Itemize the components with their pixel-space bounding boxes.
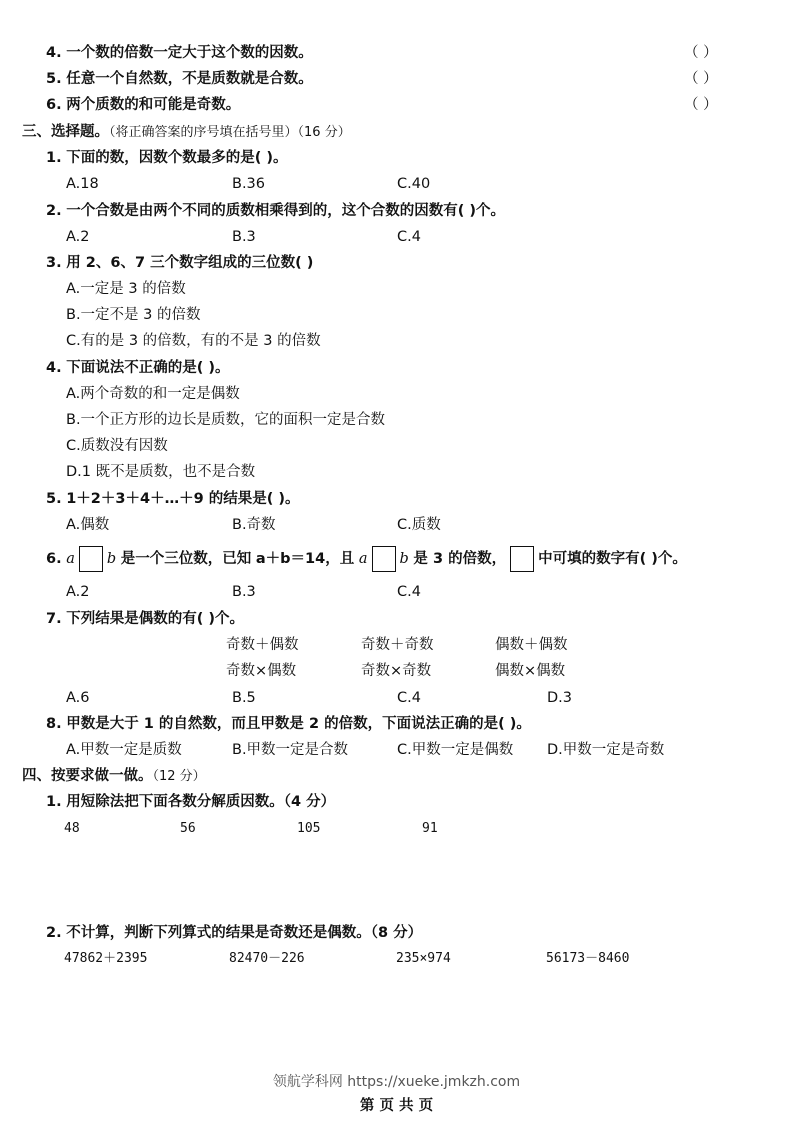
- question: [46, 359, 230, 377]
- option-a[interactable]: A.6: [66, 690, 90, 706]
- section-note: （将正确答案的序号填在括号里）: [109, 125, 298, 140]
- option-a[interactable]: A.18: [66, 176, 99, 192]
- question-text: 用 2、6、7 三个数字组成的三位数( ): [66, 255, 314, 271]
- problem-number: 1.: [46, 794, 62, 810]
- question-text-1: 是一个三位数，已知: [120, 551, 252, 567]
- section-score: （16 分）: [297, 125, 351, 140]
- number-value: 105: [297, 821, 321, 836]
- question: [46, 202, 505, 220]
- expression: 奇数×偶数: [226, 663, 297, 679]
- section-title: 四、按要求做一做。: [22, 768, 153, 784]
- page-number: 第 页 共 页: [359, 1098, 434, 1114]
- question-number: 6.: [46, 551, 62, 567]
- number-value: 91: [422, 821, 438, 836]
- expression-value: 235×974: [396, 951, 451, 966]
- question: [46, 715, 531, 733]
- footer-watermark: 领航学科网 https://xueke.jmkzh.com: [272, 1074, 521, 1090]
- question: [46, 610, 244, 628]
- question-text: 下面说法不正确的是( )。: [66, 360, 230, 376]
- answer-paren[interactable]: （ ）: [684, 71, 718, 87]
- question: [46, 490, 300, 508]
- option-c[interactable]: C.有的是 3 的倍数，有的不是 3 的倍数: [66, 333, 321, 349]
- problem-text: 用短除法把下面各数分解质因数。（4 分）: [66, 794, 336, 810]
- question-number: 2.: [46, 203, 62, 219]
- answer-paren[interactable]: （ ）: [684, 97, 718, 113]
- question-equation: a＋b＝14，且: [255, 551, 355, 567]
- judge-item: [46, 44, 313, 62]
- option-c[interactable]: C.4: [397, 690, 421, 706]
- problem-number: 2.: [46, 925, 62, 941]
- variable-b: b: [399, 551, 409, 567]
- problem: [46, 793, 335, 811]
- expression: 奇数＋偶数: [226, 637, 299, 653]
- expression-value: 47862＋2395: [64, 951, 148, 966]
- option-d[interactable]: D.甲数一定是奇数: [547, 742, 665, 758]
- option-b[interactable]: B.一个正方形的边长是质数，它的面积一定是合数: [66, 412, 386, 428]
- judge-item: [46, 96, 240, 114]
- question-text-3: 中可填的数字有( )个。: [538, 551, 687, 567]
- problem: [46, 924, 422, 942]
- section-heading: [22, 767, 206, 786]
- option-b[interactable]: B.甲数一定是合数: [232, 742, 349, 758]
- option-c[interactable]: C.质数没有因数: [66, 438, 168, 454]
- variable-a: a: [66, 551, 75, 567]
- expression-value: 56173－8460: [546, 951, 630, 966]
- item-number: 6.: [46, 97, 62, 113]
- question-text: 一个合数是由两个不同的质数相乘得到的，这个合数的因数有( )个。: [66, 203, 506, 219]
- option-a[interactable]: A.偶数: [66, 517, 110, 533]
- question-number: 5.: [46, 491, 62, 507]
- problem-text: 不计算，判断下列算式的结果是奇数还是偶数。（8 分）: [66, 925, 423, 941]
- question-text: 下面的数，因数个数最多的是( )。: [66, 150, 288, 166]
- expression-value: 82470－226: [229, 951, 305, 966]
- option-c[interactable]: C.甲数一定是偶数: [397, 742, 514, 758]
- variable-b: b: [106, 551, 117, 567]
- question-text: 1＋2＋3＋4＋…＋9 的结果是( )。: [66, 491, 300, 507]
- option-a[interactable]: A.一定是 3 的倍数: [66, 281, 186, 297]
- question-number: 7.: [46, 611, 62, 627]
- option-b[interactable]: B.一定不是 3 的倍数: [66, 307, 201, 323]
- number-value: 48: [64, 821, 80, 836]
- option-a[interactable]: A.甲数一定是质数: [66, 742, 182, 758]
- item-number: 4.: [46, 45, 62, 61]
- option-c[interactable]: C.4: [397, 584, 421, 600]
- item-text: 任意一个自然数，不是质数就是合数。: [66, 71, 313, 87]
- expression: 奇数＋奇数: [361, 637, 434, 653]
- digit-box[interactable]: [510, 546, 534, 572]
- question-number: 1.: [46, 150, 62, 166]
- question: [46, 149, 288, 167]
- question-number: 4.: [46, 360, 62, 376]
- item-text: 两个质数的和可能是奇数。: [66, 97, 241, 113]
- question-number: 3.: [46, 255, 62, 271]
- option-b[interactable]: B.36: [232, 176, 266, 192]
- digit-box[interactable]: [79, 546, 103, 572]
- question-number: 8.: [46, 716, 62, 732]
- judge-item: [46, 70, 313, 88]
- option-b[interactable]: B.5: [232, 690, 256, 706]
- option-b[interactable]: B.奇数: [232, 517, 276, 533]
- option-c[interactable]: C.40: [397, 176, 431, 192]
- digit-box[interactable]: [372, 546, 396, 572]
- answer-paren[interactable]: （ ）: [684, 45, 718, 61]
- variable-a: a: [358, 551, 368, 567]
- section-heading: [22, 123, 351, 142]
- item-number: 5.: [46, 71, 62, 87]
- question: [46, 545, 687, 573]
- option-d[interactable]: D.1 既不是质数，也不是合数: [66, 464, 256, 480]
- question-text-2: 是 3 的倍数，: [413, 551, 507, 567]
- option-b[interactable]: B.3: [232, 229, 256, 245]
- option-a[interactable]: A.2: [66, 584, 90, 600]
- option-c[interactable]: C.质数: [397, 517, 441, 533]
- option-c[interactable]: C.4: [397, 229, 421, 245]
- option-a[interactable]: A.2: [66, 229, 90, 245]
- item-text: 一个数的倍数一定大于这个数的因数。: [66, 45, 313, 61]
- expression: 偶数×偶数: [495, 663, 566, 679]
- section-title: 三、选择题。: [22, 124, 109, 140]
- section-score: （12 分）: [152, 769, 206, 784]
- option-b[interactable]: B.3: [232, 584, 256, 600]
- option-a[interactable]: A.两个奇数的和一定是偶数: [66, 386, 240, 402]
- question-text: 下列结果是偶数的有( )个。: [66, 611, 245, 627]
- question-text: 甲数是大于 1 的自然数，而且甲数是 2 的倍数，下面说法正确的是( )。: [66, 716, 531, 732]
- option-d[interactable]: D.3: [547, 690, 572, 706]
- question: [46, 254, 313, 272]
- expression: 偶数＋偶数: [495, 637, 568, 653]
- number-value: 56: [180, 821, 196, 836]
- expression: 奇数×奇数: [361, 663, 432, 679]
